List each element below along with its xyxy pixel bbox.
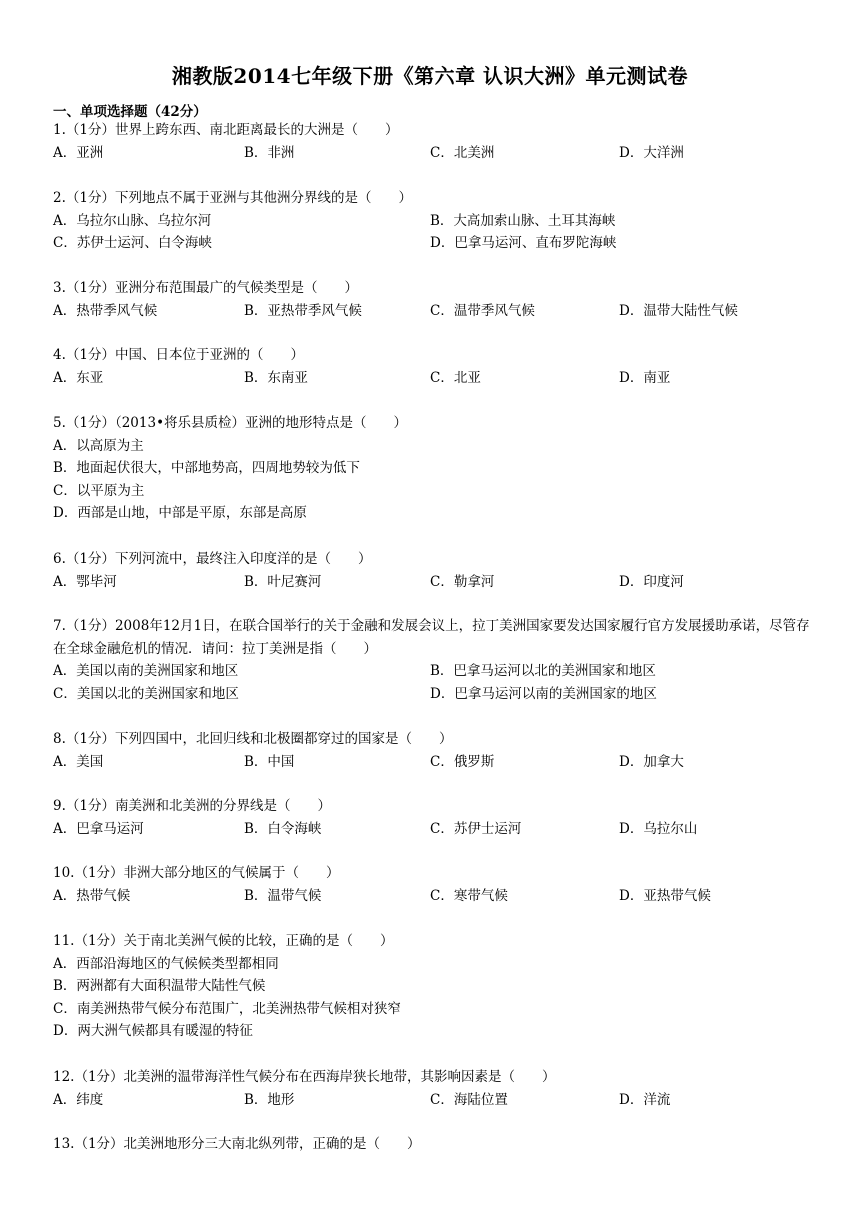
option-a: A．热带气候 xyxy=(53,887,131,904)
options-row xyxy=(53,660,813,683)
options-row xyxy=(53,232,813,255)
option-d: D．加拿大 xyxy=(619,753,684,770)
option-a: A．巴拿马运河 xyxy=(53,820,144,837)
options-row xyxy=(53,210,813,233)
options-row xyxy=(53,1089,813,1112)
options-row xyxy=(53,683,813,706)
option-d: D．巴拿马运河、直布罗陀海峡 xyxy=(430,235,617,251)
option-d: D．洋流 xyxy=(619,1091,671,1108)
option-b: B．非洲 xyxy=(244,144,295,161)
option-d: D．乌拉尔山 xyxy=(619,820,698,837)
option-c: C．北亚 xyxy=(430,369,481,386)
question-stem: 1.（1分）世界上跨东西、南北距离最长的大洲是（ ） xyxy=(53,122,399,138)
option-a: A．以高原为主 xyxy=(53,437,144,454)
question-3 xyxy=(53,277,813,322)
option-c: C．俄罗斯 xyxy=(430,753,495,770)
question-stem: 3.（1分）亚洲分布范围最广的气候类型是（ ） xyxy=(53,280,358,296)
option-a: A．美国 xyxy=(53,753,104,770)
options-row xyxy=(53,751,813,774)
option-b: B．温带气候 xyxy=(244,887,322,904)
option-b: B．巴拿马运河以北的美洲国家和地区 xyxy=(430,663,656,679)
option-a: A．鄂毕河 xyxy=(53,573,117,590)
question-stem: 10.（1分）非洲大部分地区的气候属于（ ） xyxy=(53,865,340,881)
option-a: A．美国以南的美洲国家和地区 xyxy=(53,663,239,679)
options-row xyxy=(53,571,813,594)
option-d: D．亚热带气候 xyxy=(619,887,711,904)
question-stem: 2.（1分）下列地点不属于亚洲与其他洲分界线的是（ ） xyxy=(53,190,412,206)
question-6 xyxy=(53,548,813,593)
question-stem: 7.（1分）2008年12月1日，在联合国举行的关于金融和发展会议上，拉丁美洲国家要发达国家履行官方发展援助承诺，尽管存在全球金融危机的情况．请问：拉丁美洲是指（ ） xyxy=(53,618,810,657)
question-7 xyxy=(53,615,813,705)
page-title: 湘教版2014七年级下册《第六章 认识大洲》单元测试卷 xyxy=(171,64,689,88)
option-b: B．亚热带季风气候 xyxy=(244,302,362,319)
question-1 xyxy=(53,119,813,164)
option-b: B．叶尼赛河 xyxy=(244,573,322,590)
option-b: B．地形 xyxy=(244,1091,295,1108)
options-row xyxy=(53,300,813,323)
question-5 xyxy=(53,412,813,525)
option-b: B．两洲都有大面积温带大陆性气候 xyxy=(53,978,266,994)
option-c: C．北美洲 xyxy=(430,144,495,161)
option-b: B．地面起伏很大，中部地势高，四周地势较为低下 xyxy=(53,460,360,476)
options-row xyxy=(53,367,813,390)
option-c: C．勒拿河 xyxy=(430,573,495,590)
question-10 xyxy=(53,862,813,907)
option-a: A．乌拉尔山脉、乌拉尔河 xyxy=(53,212,212,229)
question-stem: 6.（1分）下列河流中，最终注入印度洋的是（ ） xyxy=(53,551,372,567)
option-a: A．纬度 xyxy=(53,1091,104,1108)
question-12 xyxy=(53,1066,813,1111)
question-stem: 12.（1分）北美洲的温带海洋性气候分布在西海岸狭长地带，其影响因素是（ ） xyxy=(53,1069,556,1085)
option-d: D．西部是山地，中部是平原，东部是高原 xyxy=(53,505,307,521)
question-8 xyxy=(53,728,813,773)
question-stem: 8.（1分）下列四国中，北回归线和北极圈都穿过的国家是（ ） xyxy=(53,731,453,747)
question-4 xyxy=(53,344,813,389)
option-d: D．两大洲气候都具有暖湿的特征 xyxy=(53,1023,253,1039)
option-c: C．海陆位置 xyxy=(430,1091,508,1108)
option-a: A．西部沿海地区的气候候类型都相同 xyxy=(53,955,279,972)
option-c: C．美国以北的美洲国家和地区 xyxy=(53,685,239,702)
question-stem: 9.（1分）南美洲和北美洲的分界线是（ ） xyxy=(53,798,331,814)
option-a: A．热带季风气候 xyxy=(53,302,158,319)
options-row xyxy=(53,885,813,908)
options-row xyxy=(53,142,813,165)
question-stem: 13.（1分）北美洲地形分三大南北纵列带，正确的是（ ） xyxy=(53,1136,421,1152)
option-d: D．温带大陆性气候 xyxy=(619,302,738,319)
option-d: D．大洋洲 xyxy=(619,144,684,161)
question-11 xyxy=(53,930,813,1043)
option-b: B．中国 xyxy=(244,753,295,770)
option-c: C．南美洲热带气候分布范围广，北美洲热带气候相对狭窄 xyxy=(53,1000,401,1017)
option-c: C．苏伊士运河 xyxy=(430,820,522,837)
question-stem: 11.（1分）关于南北美洲气候的比较，正确的是（ ） xyxy=(53,933,394,949)
option-a: A．亚洲 xyxy=(53,144,104,161)
option-d: D．南亚 xyxy=(619,369,671,386)
options-row xyxy=(53,818,813,841)
section-heading: 一、单项选择题（42分） xyxy=(53,104,207,120)
question-stem: 4.（1分）中国、日本位于亚洲的（ ） xyxy=(53,347,304,363)
question-13 xyxy=(53,1133,813,1156)
option-c: C．寒带气候 xyxy=(430,887,508,904)
option-d: D．印度河 xyxy=(619,573,684,590)
question-stem: 5.（1分）（2013•将乐县质检）亚洲的地形特点是（ ） xyxy=(53,415,408,431)
option-b: B．东南亚 xyxy=(244,369,308,386)
question-2 xyxy=(53,187,813,255)
option-d: D．巴拿马运河以南的美洲国家的地区 xyxy=(430,685,657,702)
option-b: B．白令海峡 xyxy=(244,820,322,837)
option-a: A．东亚 xyxy=(53,369,104,386)
question-9 xyxy=(53,795,813,840)
option-c: C．以平原为主 xyxy=(53,482,145,499)
option-b: B．大高加索山脉、土耳其海峡 xyxy=(430,212,616,229)
option-c: C．温带季风气候 xyxy=(430,302,535,319)
option-c: C．苏伊士运河、白令海峡 xyxy=(53,235,212,251)
